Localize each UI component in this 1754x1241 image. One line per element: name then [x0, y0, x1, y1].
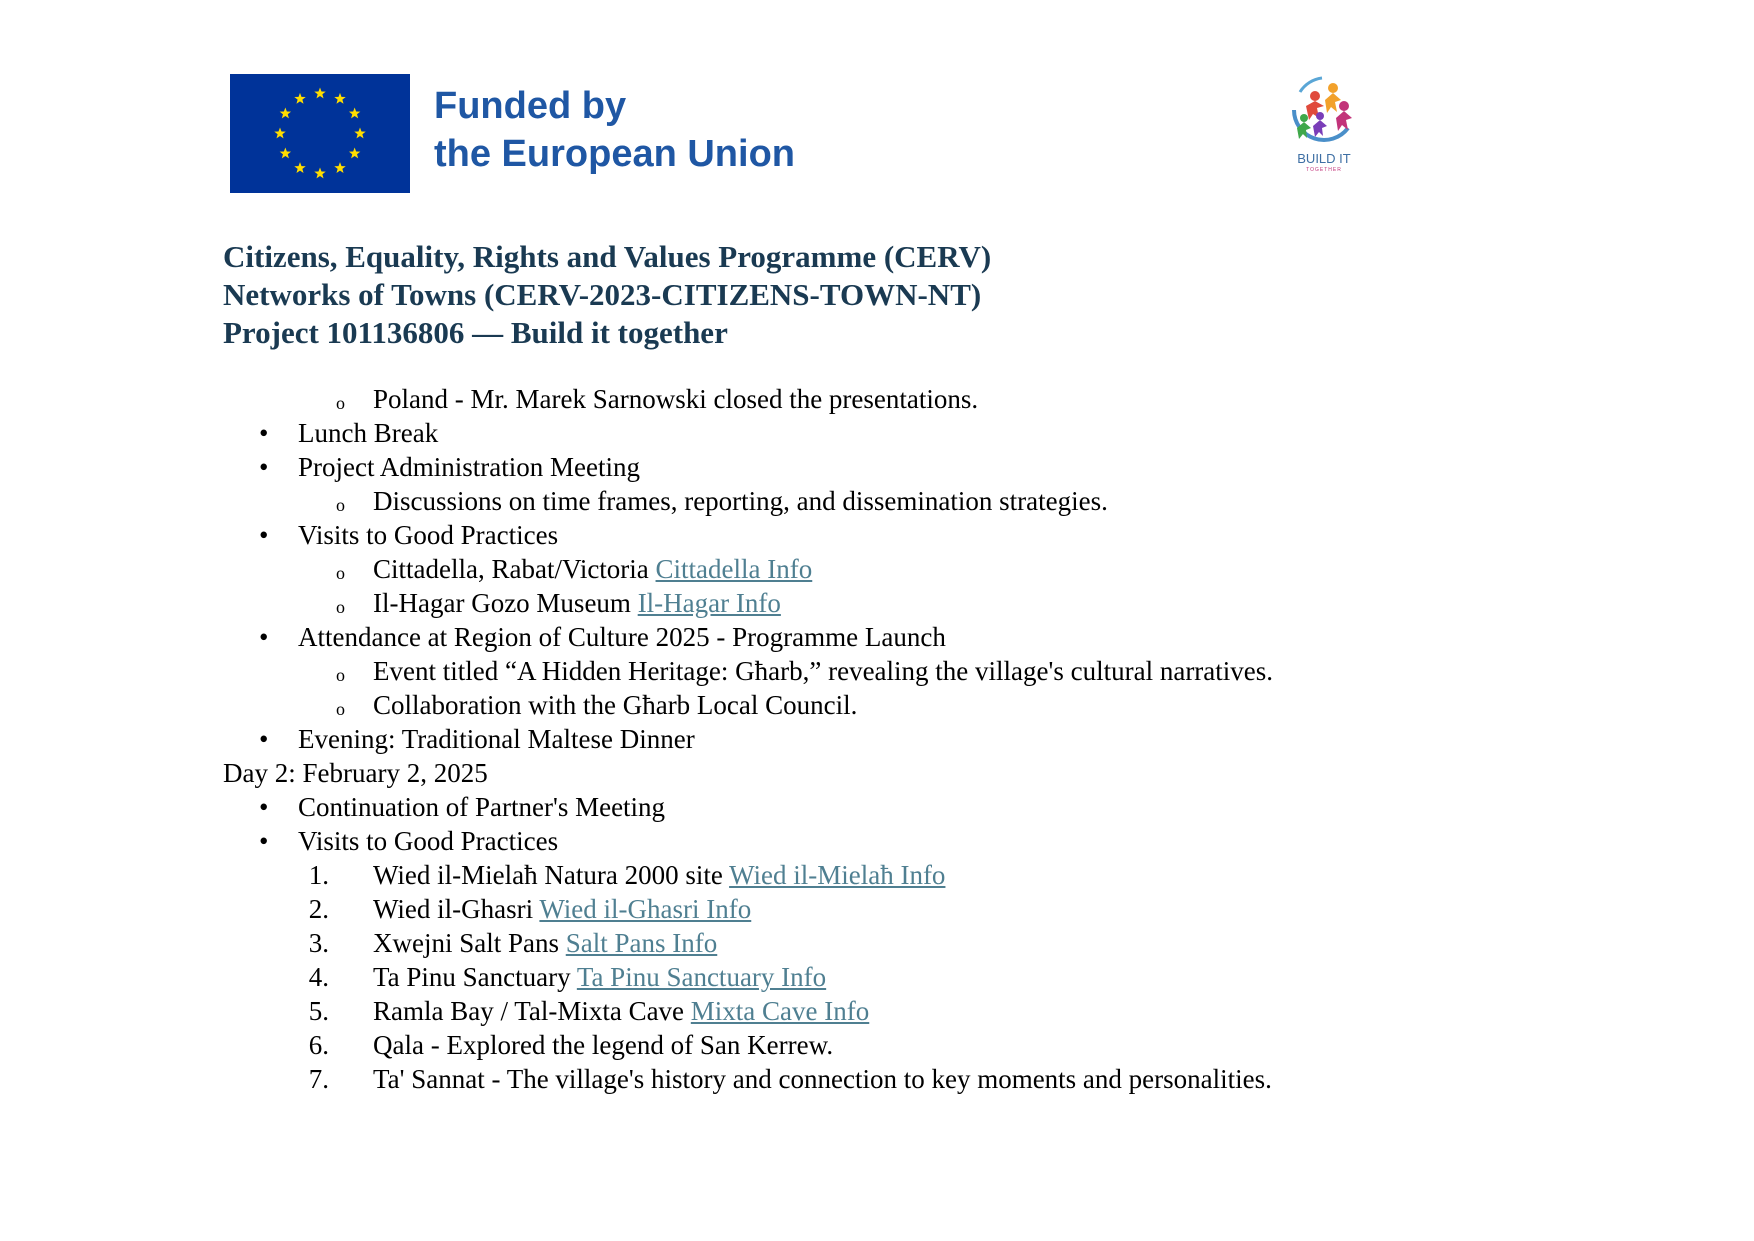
- project-title: Project 101136806 — Build it together: [223, 315, 728, 350]
- eu-star-icon: [294, 162, 305, 173]
- item-number: 3.: [308, 928, 329, 958]
- bullet-icon: •: [259, 452, 269, 482]
- list-item-text: Event titled “A Hidden Heritage: Għarb,” revealing the village's cultural narratives.: [373, 656, 1274, 686]
- list-item-text: Project Administration Meeting: [298, 452, 640, 482]
- circle-bullet-icon: o: [336, 597, 345, 617]
- numbered-item-text: Wied il-Ghasri: [373, 894, 534, 924]
- build-it-together-logo: [1282, 70, 1366, 180]
- bullet-icon: •: [259, 792, 269, 822]
- numbered-item-text: Ramla Bay / Tal-Mixta Cave: [373, 996, 685, 1026]
- document-header: [223, 238, 991, 352]
- eu-star-icon: [354, 128, 365, 139]
- numbered-item-text: Xwejni Salt Pans: [373, 928, 559, 958]
- eu-flag-graphic: [230, 74, 410, 193]
- item-number: 7.: [308, 1064, 329, 1094]
- eu-logo-text: [434, 82, 795, 178]
- eu-flag-icon: [230, 74, 410, 193]
- network-title: Networks of Towns (CERV-2023-CITIZENS-TOWN-NT): [223, 277, 982, 312]
- il-hagar-info-link[interactable]: Il-Hagar Info: [637, 588, 781, 618]
- build-it-people-icon: [1282, 70, 1366, 152]
- item-number: 6.: [308, 1030, 329, 1060]
- list-item-text: Il-Hagar Gozo Museum: [373, 588, 631, 618]
- circle-bullet-icon: o: [336, 563, 345, 583]
- list-item-text: Lunch Break: [298, 418, 439, 448]
- build-it-logo-tagline: TOGETHER: [1306, 167, 1342, 173]
- day-2-title: Day 2: February 2, 2025: [223, 758, 488, 788]
- item-number: 2.: [308, 894, 329, 924]
- ta-pinu-sanctuary-info-link[interactable]: Ta Pinu Sanctuary Info: [576, 962, 827, 992]
- bullet-icon: •: [259, 826, 269, 856]
- list-item-text: Discussions on time frames, reporting, and dissemination strategies.: [373, 486, 1108, 516]
- eu-star-icon: [334, 162, 345, 173]
- programme-title: Citizens, Equality, Rights and Values Programme (CERV): [223, 239, 992, 274]
- circle-bullet-icon: o: [336, 393, 345, 413]
- list-item-text: Evening: Traditional Maltese Dinner: [298, 724, 695, 754]
- eu-star-icon: [294, 93, 305, 104]
- eu-funding-logo: [222, 62, 872, 202]
- bullet-icon: •: [259, 520, 269, 550]
- list-item-text: Collaboration with the Għarb Local Council.: [373, 690, 858, 720]
- bullet-icon: •: [259, 418, 269, 448]
- numbered-item-text: Wied il-Mielaħ Natura 2000 site: [373, 860, 723, 890]
- list-item-text: Poland - Mr. Marek Sarnowski closed the presentations.: [373, 384, 979, 414]
- circle-bullet-icon: o: [336, 495, 345, 515]
- cittadella-info-link[interactable]: Cittadella Info: [655, 554, 813, 584]
- bullet-icon: •: [259, 622, 269, 652]
- wied-il-mielah-info-link[interactable]: Wied il-Mielaħ Info: [729, 860, 946, 890]
- circle-bullet-icon: o: [336, 699, 345, 719]
- eu-star-icon: [349, 108, 360, 119]
- numbered-item-text: Qala - Explored the legend of San Kerrew.: [373, 1030, 834, 1060]
- item-number: 5.: [308, 996, 329, 1026]
- list-item-text: Visits to Good Practices: [298, 520, 559, 550]
- item-number: 4.: [308, 962, 329, 992]
- bullet-icon: •: [259, 724, 269, 754]
- eu-star-icon: [280, 108, 291, 119]
- eu-logo-line1: Funded by: [434, 85, 627, 127]
- circle-bullet-icon: o: [336, 665, 345, 685]
- build-it-logo-name: BUILD IT: [1297, 151, 1351, 166]
- list-item-text: Cittadella, Rabat/Victoria: [373, 554, 649, 584]
- item-number: 1.: [308, 860, 329, 890]
- eu-star-icon: [274, 128, 285, 139]
- list-item-text: Continuation of Partner's Meeting: [298, 792, 666, 822]
- list-item-text: Visits to Good Practices: [298, 826, 559, 856]
- eu-star-icon: [280, 148, 291, 159]
- wied-il-ghasri-info-link[interactable]: Wied il-Ghasri Info: [539, 894, 752, 924]
- numbered-item-text: Ta' Sannat - The village's history and connection to key moments and personalities.: [373, 1064, 1272, 1094]
- eu-star-icon: [349, 148, 360, 159]
- eu-logo-line2: the European Union: [434, 133, 795, 175]
- eu-star-icon: [314, 88, 325, 99]
- eu-star-icon: [314, 168, 325, 179]
- numbered-item-text: Ta Pinu Sanctuary: [373, 962, 571, 992]
- list-item-text: Attendance at Region of Culture 2025 - Programme Launch: [298, 622, 946, 652]
- salt-pans-info-link[interactable]: Salt Pans Info: [565, 928, 718, 958]
- mixta-cave-info-link[interactable]: Mixta Cave Info: [690, 996, 870, 1026]
- eu-star-icon: [334, 93, 345, 104]
